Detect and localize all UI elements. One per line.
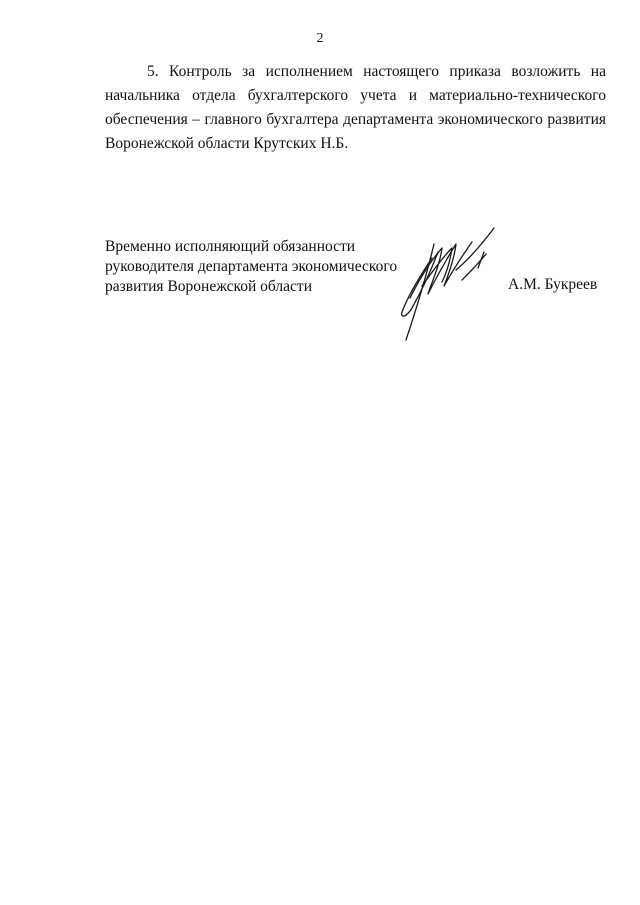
signer-name: А.М. Букреев <box>508 276 598 293</box>
handwritten-signature <box>392 224 502 342</box>
page-number: 2 <box>316 31 324 46</box>
signer-position-line-3: развития Воронежской области <box>105 278 312 295</box>
order-item-5: 5. Контроль за исполнением настоящего приказа возложить на начальника отдела бухгалтерского учета и материально-технического обеспечения – главного бухгалтера департамента экономического развития Воронежской области Крутских Н.Б. <box>105 63 606 152</box>
signer-position-line-1: Временно исполняющий обязанности <box>105 238 356 255</box>
signer-position-line-2: руководителя департамента экономического <box>105 258 398 275</box>
signer-position <box>105 237 405 297</box>
